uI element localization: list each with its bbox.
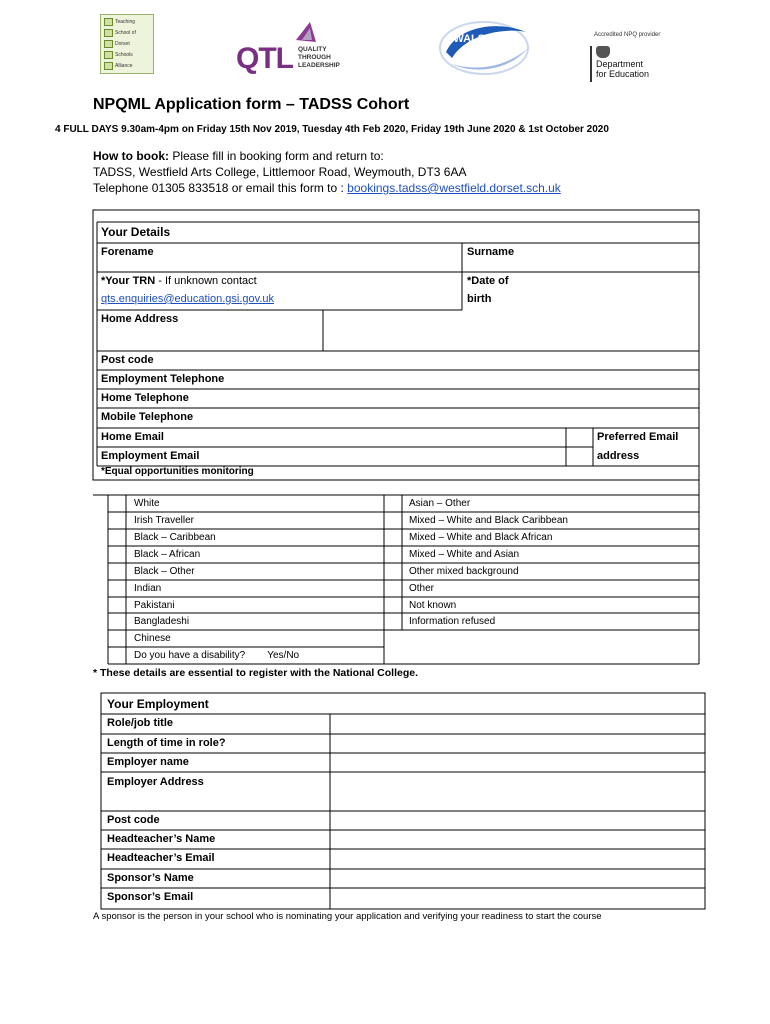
logo-line: Schools bbox=[115, 51, 133, 58]
employer-name-label: Employer name bbox=[107, 756, 189, 768]
ethnicity-option: White bbox=[134, 498, 160, 509]
post-code-label: Post code bbox=[101, 354, 154, 366]
ethnicity-checkbox-mixed-white-black-caribbean[interactable] bbox=[385, 513, 401, 528]
course-dates: 4 FULL DAYS 9.30am-4pm on Friday 15th Nov 2019, Tuesday 4th Feb 2020, Friday 19th June 2020 & 1st October 2020 bbox=[55, 124, 609, 135]
ethnicity-checkbox-irish-traveller[interactable] bbox=[109, 513, 125, 528]
home-email-preferred-checkbox[interactable] bbox=[567, 429, 592, 446]
ethnicity-option: Chinese bbox=[134, 633, 171, 644]
ethnicity-option: Mixed – White and Black Caribbean bbox=[409, 515, 568, 526]
ethnicity-checkbox-bangladeshi[interactable] bbox=[109, 614, 125, 629]
dfe-line: Department bbox=[596, 59, 644, 69]
qtl-tagline-line: QUALITY bbox=[298, 46, 327, 53]
ethnicity-checkbox-other-mixed[interactable] bbox=[385, 564, 401, 579]
ethnicity-checkbox-black-caribbean[interactable] bbox=[109, 530, 125, 545]
ethnicity-option: Indian bbox=[134, 583, 162, 594]
sponsor-name-label: Sponsor’s Name bbox=[107, 872, 194, 884]
ethnicity-option: Other bbox=[409, 583, 435, 594]
trn-label-text: *Your TRN bbox=[101, 275, 156, 287]
home-address-field[interactable] bbox=[324, 311, 698, 350]
logo-line: Teaching bbox=[115, 18, 136, 25]
post-code-field[interactable] bbox=[324, 352, 698, 369]
preferred-email-label-line1: Preferred Email bbox=[597, 431, 679, 443]
sponsor-footnote: A sponsor is the person in your school who is nominating your application and verifying your readiness to start the course bbox=[93, 911, 602, 922]
ethnicity-option: Mixed – White and Black African bbox=[409, 532, 553, 543]
ethnicity-checkbox-black-african[interactable] bbox=[109, 547, 125, 562]
qtl-logo-text: QTL bbox=[236, 42, 293, 75]
ethnicity-option: Black – African bbox=[134, 549, 201, 560]
employer-address-field[interactable] bbox=[331, 773, 704, 810]
ethnicity-checkbox-black-other[interactable] bbox=[109, 564, 125, 579]
ethnicity-checkbox-information-refused[interactable] bbox=[385, 614, 401, 629]
home-telephone-label: Home Telephone bbox=[101, 392, 189, 404]
headteacher-name-field[interactable] bbox=[331, 831, 704, 848]
ethnicity-checkbox-mixed-white-black-african[interactable] bbox=[385, 530, 401, 545]
employment-telephone-field[interactable] bbox=[324, 371, 698, 388]
ethnicity-checkbox-mixed-white-asian[interactable] bbox=[385, 547, 401, 562]
sponsor-email-label: Sponsor’s Email bbox=[107, 891, 194, 903]
length-in-role-label: Length of time in role? bbox=[107, 737, 226, 749]
role-field[interactable] bbox=[331, 715, 704, 733]
ethnicity-option: Information refused bbox=[409, 616, 496, 627]
headteacher-email-field[interactable] bbox=[331, 850, 704, 868]
home-address-label: Home Address bbox=[101, 313, 179, 325]
page-title: NPQML Application form – TADSS Cohort bbox=[93, 96, 410, 113]
home-email-field[interactable] bbox=[324, 429, 565, 446]
address-line: TADSS, Westfield Arts College, Littlemoor Road, Weymouth, DT3 6AA bbox=[93, 165, 467, 179]
how-to-book-label: How to book: bbox=[93, 149, 169, 163]
telephone-line: Telephone 01305 833518 or email this form to : bbox=[93, 181, 348, 195]
employment-email-preferred-checkbox[interactable] bbox=[567, 448, 592, 465]
dob-field[interactable] bbox=[530, 273, 698, 309]
home-telephone-field[interactable] bbox=[324, 390, 698, 407]
trn-enquiries-link[interactable]: qts.enquiries@education.gsi.gov.uk bbox=[101, 293, 275, 305]
ethnicity-option: Other mixed background bbox=[409, 566, 519, 577]
ethnicity-option: Not known bbox=[409, 600, 457, 611]
booking-email-link[interactable]: bookings.tadss@westfield.dorset.sch.uk bbox=[347, 181, 561, 195]
qtl-tagline-line: LEADERSHIP bbox=[298, 62, 340, 69]
ethnicity-option: Irish Traveller bbox=[134, 515, 195, 526]
your-employment-heading: Your Employment bbox=[107, 697, 209, 711]
ethnicity-option: Asian – Other bbox=[409, 498, 471, 509]
ethnicity-checkbox-chinese[interactable] bbox=[109, 631, 125, 646]
employer-post-code-label: Post code bbox=[107, 814, 160, 826]
trn-label bbox=[101, 275, 257, 287]
employer-post-code-field[interactable] bbox=[331, 812, 704, 829]
disability-checkbox[interactable] bbox=[109, 648, 125, 663]
sponsor-name-field[interactable] bbox=[331, 870, 704, 887]
swalss-text: SWALSS bbox=[446, 33, 493, 45]
surname-label: Surname bbox=[467, 246, 515, 258]
ethnicity-checkbox-indian[interactable] bbox=[109, 581, 125, 596]
headteacher-name-label: Headteacher’s Name bbox=[107, 833, 216, 845]
ethnicity-checkbox-pakistani[interactable] bbox=[109, 598, 125, 612]
ethnicity-checkbox-other[interactable] bbox=[385, 581, 401, 596]
ethnicity-checkbox-white[interactable] bbox=[109, 496, 125, 511]
employment-telephone-label: Employment Telephone bbox=[101, 373, 225, 385]
employment-email-field[interactable] bbox=[324, 448, 565, 465]
employment-email-label: Employment Email bbox=[101, 450, 200, 462]
ethnicity-checkbox-asian-other[interactable] bbox=[385, 496, 401, 511]
surname-field[interactable] bbox=[530, 244, 698, 271]
length-in-role-field[interactable] bbox=[331, 735, 704, 752]
ethnicity-option: Bangladeshi bbox=[134, 616, 190, 627]
employer-name-field[interactable] bbox=[331, 754, 704, 771]
accredited-provider-text: Accredited NPQ provider bbox=[594, 32, 661, 38]
logo-line: School of bbox=[115, 29, 136, 36]
ethnicity-option: Mixed – White and Asian bbox=[409, 549, 520, 560]
dfe-line: for Education bbox=[596, 69, 650, 79]
mobile-telephone-field[interactable] bbox=[324, 409, 698, 427]
ethnicity-checkbox-not-known[interactable] bbox=[385, 598, 401, 612]
how-to-book-line: Please fill in booking form and return to: bbox=[168, 149, 384, 163]
ethnicity-option: Black – Caribbean bbox=[134, 532, 216, 543]
logo-line: Dorset bbox=[115, 40, 130, 47]
dob-label-line1: *Date of bbox=[467, 275, 509, 287]
ethnicity-option: Black – Other bbox=[134, 566, 195, 577]
logo-line: Alliance bbox=[115, 62, 133, 69]
equal-opportunities-heading: *Equal opportunities monitoring bbox=[101, 466, 254, 477]
your-details-heading: Your Details bbox=[101, 225, 171, 239]
trn-note: - If unknown contact bbox=[155, 275, 257, 287]
role-label: Role/job title bbox=[107, 717, 173, 729]
forename-field[interactable] bbox=[225, 244, 461, 271]
essential-details-note: * These details are essential to register with the National College. bbox=[93, 667, 419, 679]
disability-question: Do you have a disability? Yes/No bbox=[134, 650, 300, 661]
qtl-tagline-line: THROUGH bbox=[298, 54, 331, 61]
dob-label-line2: birth bbox=[467, 293, 492, 305]
preferred-email-label-line2: address bbox=[597, 450, 640, 462]
forename-label: Forename bbox=[101, 246, 154, 258]
trn-field[interactable] bbox=[324, 273, 461, 309]
headteacher-email-label: Headteacher’s Email bbox=[107, 852, 215, 864]
home-email-label: Home Email bbox=[101, 431, 164, 443]
employer-address-label: Employer Address bbox=[107, 776, 204, 788]
ethnicity-option: Pakistani bbox=[134, 600, 175, 611]
sponsor-email-field[interactable] bbox=[331, 889, 704, 908]
mobile-telephone-label: Mobile Telephone bbox=[101, 411, 194, 423]
